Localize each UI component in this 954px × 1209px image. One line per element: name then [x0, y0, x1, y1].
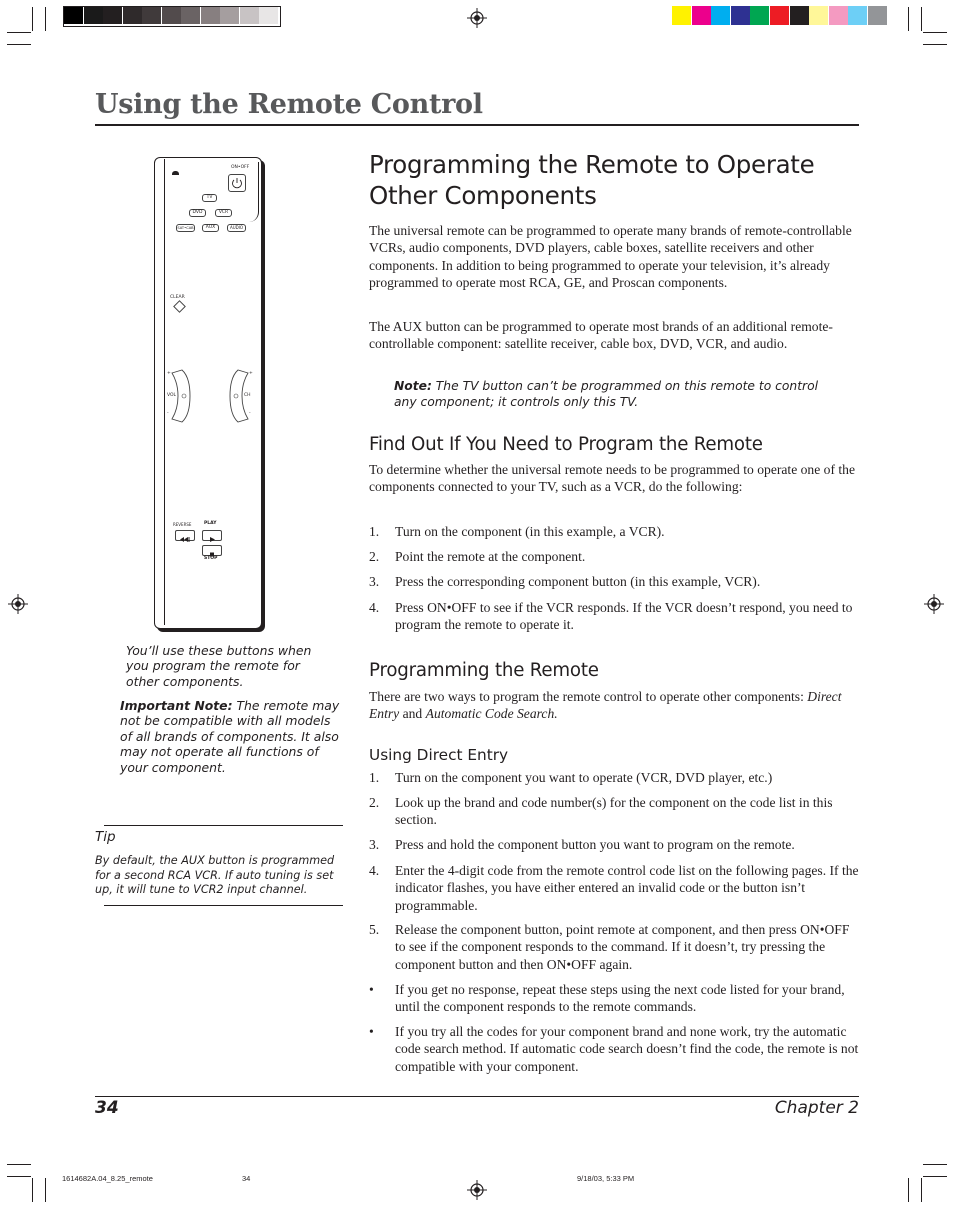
slug-date: 9/18/03, 5:33 PM	[577, 1174, 635, 1183]
color-swatch	[848, 6, 867, 25]
crop-mark	[908, 1178, 909, 1202]
gray-swatch	[220, 7, 239, 24]
color-swatch	[672, 6, 691, 25]
chapter-label: Chapter 2	[774, 1098, 859, 1118]
gray-swatch	[259, 7, 278, 24]
crop-mark	[45, 7, 46, 31]
remote-caption: You’ll use these buttons when you program the remote for other components.	[126, 643, 312, 689]
vol-plus-label: +	[167, 371, 171, 376]
gray-swatch	[123, 7, 142, 24]
remote-illustration	[154, 157, 264, 632]
step-text: Point the remote at the component.	[395, 549, 586, 564]
crop-mark	[921, 7, 922, 31]
color-swatch	[692, 6, 711, 25]
section-heading: Programming the Remote to Operate Other Components	[369, 150, 815, 210]
page-number: 34	[95, 1098, 119, 1118]
crop-mark	[7, 32, 31, 33]
color-swatch	[711, 6, 730, 25]
color-swatch	[809, 6, 828, 25]
ch-minus-label: -	[249, 411, 251, 416]
tip-rule-bottom	[104, 905, 343, 906]
important-note	[120, 698, 340, 775]
step-number: 1.	[369, 770, 380, 785]
crop-mark	[7, 44, 31, 45]
crop-mark	[32, 1178, 33, 1202]
crop-mark	[908, 7, 909, 31]
step-number: 2.	[369, 795, 380, 810]
direct-entry-heading: Using Direct Entry	[369, 746, 509, 764]
find-intro: To determine whether the universal remote needs to be programmed to operate one of the components connected to your TV, such as a VCR, do the following:	[369, 462, 855, 495]
crop-mark	[923, 44, 947, 45]
gray-swatch	[240, 7, 259, 24]
reverse-button[interactable]	[175, 530, 195, 541]
crop-mark	[923, 1176, 947, 1177]
vcr-button[interactable]: VCR	[215, 209, 232, 217]
important-note-text: The remote may not be compatible with all models of all brands of components. It also may not operate all functions of your component.	[120, 698, 340, 775]
intro-paragraph-1: The universal remote can be programmed to operate many brands of remote-controllable VCRs, audio components, DVD players, cable boxes, satellite receivers and other components. In addition to being programmed to operate your television, it’s already programmed to operate most RCA, GE, and Proscan components.	[369, 223, 852, 291]
ch-label: CH	[244, 393, 251, 398]
clear-label: CLEAR	[170, 295, 185, 300]
crop-mark	[923, 1164, 947, 1165]
color-swatch	[868, 6, 887, 25]
step-text: Press and hold the component button you want to program on the remote.	[395, 837, 795, 852]
color-swatch	[731, 6, 750, 25]
programming-heading: Programming the Remote	[369, 660, 599, 681]
tv-button[interactable]: TV	[202, 194, 217, 202]
tip-rule-top	[104, 825, 343, 826]
registration-mark-icon	[467, 8, 487, 28]
bullet-text: If you try all the codes for your component brand and none work, try the automatic code search method. If automatic code search doesn’t find the code, the remote is not compatible with your component.	[395, 1024, 859, 1074]
note-text: The TV button can’t be programmed on this remote to control any component; it controls only this TV.	[394, 379, 819, 409]
gray-swatch	[84, 7, 103, 24]
vol-minus-label: -	[167, 411, 169, 416]
step-number: 4.	[369, 863, 380, 878]
programming-intro-d: Automatic Code Search.	[425, 706, 558, 722]
step-text: Look up the brand and code number(s) for the component on the code list in this section.	[395, 795, 833, 828]
crop-mark	[923, 32, 947, 33]
color-swatch	[790, 6, 809, 25]
ch-plus-label: +	[249, 371, 253, 376]
gray-swatch	[181, 7, 200, 24]
crop-mark	[7, 1176, 31, 1177]
step-number: 5.	[369, 922, 380, 937]
step-text: Turn on the component you want to operate (VCR, DVD player, etc.)	[395, 770, 773, 785]
stop-label: STOP	[204, 556, 218, 561]
registration-mark-icon	[8, 594, 28, 614]
crop-mark	[7, 1164, 31, 1165]
page-title: Using the Remote Control	[95, 89, 483, 120]
reverse-label: REVERSE	[173, 522, 192, 527]
slug-file: 1614682A.04_8.25_remote	[62, 1174, 153, 1183]
programming-intro	[369, 688, 859, 723]
step-number: 3.	[369, 574, 380, 589]
gray-swatch	[162, 7, 181, 24]
crop-mark	[921, 1178, 922, 1202]
tip-text: By default, the AUX button is programmed for a second RCA VCR. If auto tuning is set up, it will tune to VCR2 input channel.	[95, 854, 335, 897]
audio-button[interactable]: AUDIO	[227, 224, 246, 232]
step-text: Press ON•OFF to see if the VCR responds. If the VCR doesn’t respond, you need to program the remote to operate it.	[395, 600, 853, 633]
aux-button[interactable]: AUX	[202, 224, 219, 232]
note-paragraph	[394, 379, 844, 410]
ir-emitter-icon	[172, 171, 179, 175]
play-label: PLAY	[204, 521, 217, 526]
play-button[interactable]	[202, 530, 222, 541]
important-note-label: Important Note:	[120, 698, 233, 713]
on-off-label: ON•OFF	[231, 165, 250, 170]
color-swatch	[770, 6, 789, 25]
color-swatch	[750, 6, 769, 25]
bullet: •	[369, 1024, 374, 1039]
programming-intro-b: Direct Entry	[369, 689, 842, 722]
gray-swatch	[142, 7, 161, 24]
footer-rule	[95, 1096, 859, 1097]
crop-mark	[32, 7, 33, 31]
step-text: Turn on the component (in this example, a VCR).	[395, 524, 665, 539]
vol-rocker[interactable]	[170, 369, 192, 423]
step-text: Enter the 4-digit code from the remote control code list on the following pages. If the indicator flashes, you have either entered an invalid code or the button isn’t programmable.	[395, 863, 859, 913]
gray-swatch	[64, 7, 83, 24]
programming-intro-a: There are two ways to program the remote control to operate other components:	[369, 689, 808, 704]
rewind-icon	[176, 535, 194, 544]
ch-rocker[interactable]	[228, 369, 250, 423]
slug-page: 34	[242, 1174, 251, 1183]
find-heading: Find Out If You Need to Program the Remote	[369, 434, 763, 455]
play-icon	[203, 535, 221, 544]
registration-mark-icon	[467, 1180, 487, 1200]
sat-cab-button[interactable]: SAT•CAB	[177, 226, 194, 230]
programming-intro-c: and	[399, 706, 426, 722]
bullet-text: If you get no response, repeat these steps using the next code listed for your brand, until the component responds to the remote commands.	[395, 982, 845, 1015]
gray-swatch	[201, 7, 220, 24]
vol-label: VOL	[167, 393, 177, 398]
bullet: •	[369, 982, 374, 997]
step-number: 3.	[369, 837, 380, 852]
step-number: 1.	[369, 524, 380, 539]
stop-button[interactable]	[202, 545, 222, 556]
color-swatch	[829, 6, 848, 25]
step-text: Press the corresponding component button (in this example, VCR).	[395, 574, 761, 589]
intro-paragraph-2: The AUX button can be programmed to operate most brands of an additional remote-controllable component: satellite receiver, cable box, DVD, VCR, and audio.	[369, 319, 833, 352]
remote-inner-edge	[164, 159, 165, 625]
gray-swatch	[103, 7, 122, 24]
step-number: 2.	[369, 549, 380, 564]
dvd-button[interactable]: DVD	[189, 209, 206, 217]
header-rule	[95, 124, 859, 126]
tip-label: Tip	[95, 829, 116, 845]
note-label: Note:	[394, 379, 432, 393]
crop-mark	[45, 1178, 46, 1202]
step-text: Release the component button, point remote at component, and then press ON•OFF to see if the component responds to the command. If it doesn’t, try pressing the component button and then ON•OFF again.	[395, 922, 850, 972]
step-number: 4.	[369, 600, 380, 615]
registration-mark-icon	[924, 594, 944, 614]
